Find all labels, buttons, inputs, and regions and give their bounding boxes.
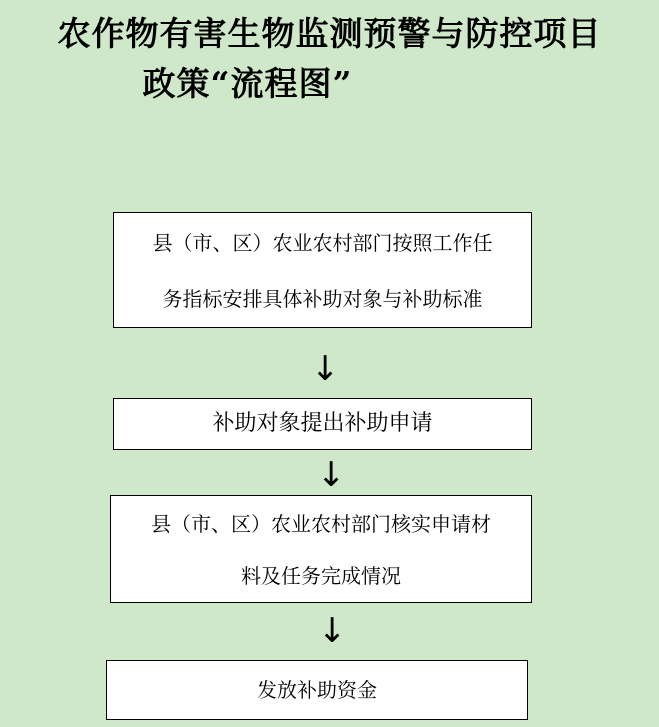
flow-step-3-line1: 县（市、区）农业农村部门核实申请材 [151, 512, 491, 536]
diagram-title-line1: 农作物有害生物监测预警与防控项目 [57, 14, 602, 53]
flow-step-4-line1: 发放补助资金 [257, 678, 377, 702]
flow-step-1-line2: 务指标安排具体补助对象与补助标准 [162, 287, 483, 311]
flow-step-2-line1: 补助对象提出补助申请 [212, 411, 433, 436]
flow-step-1-line1: 县（市、区）农业农村部门按照工作任 [152, 231, 493, 255]
down-arrow-icon: ↓ [311, 349, 340, 389]
flow-step-2 [113, 398, 532, 450]
down-arrow-icon: ↓ [318, 611, 347, 651]
flow-step-1 [113, 212, 532, 328]
flow-step-4 [106, 660, 528, 720]
down-arrow-icon: ↓ [317, 455, 346, 495]
diagram-title-line2: 政策“流程图” [142, 64, 353, 103]
flow-step-3-line2: 料及任务完成情况 [241, 564, 401, 588]
flow-step-3 [110, 495, 532, 603]
